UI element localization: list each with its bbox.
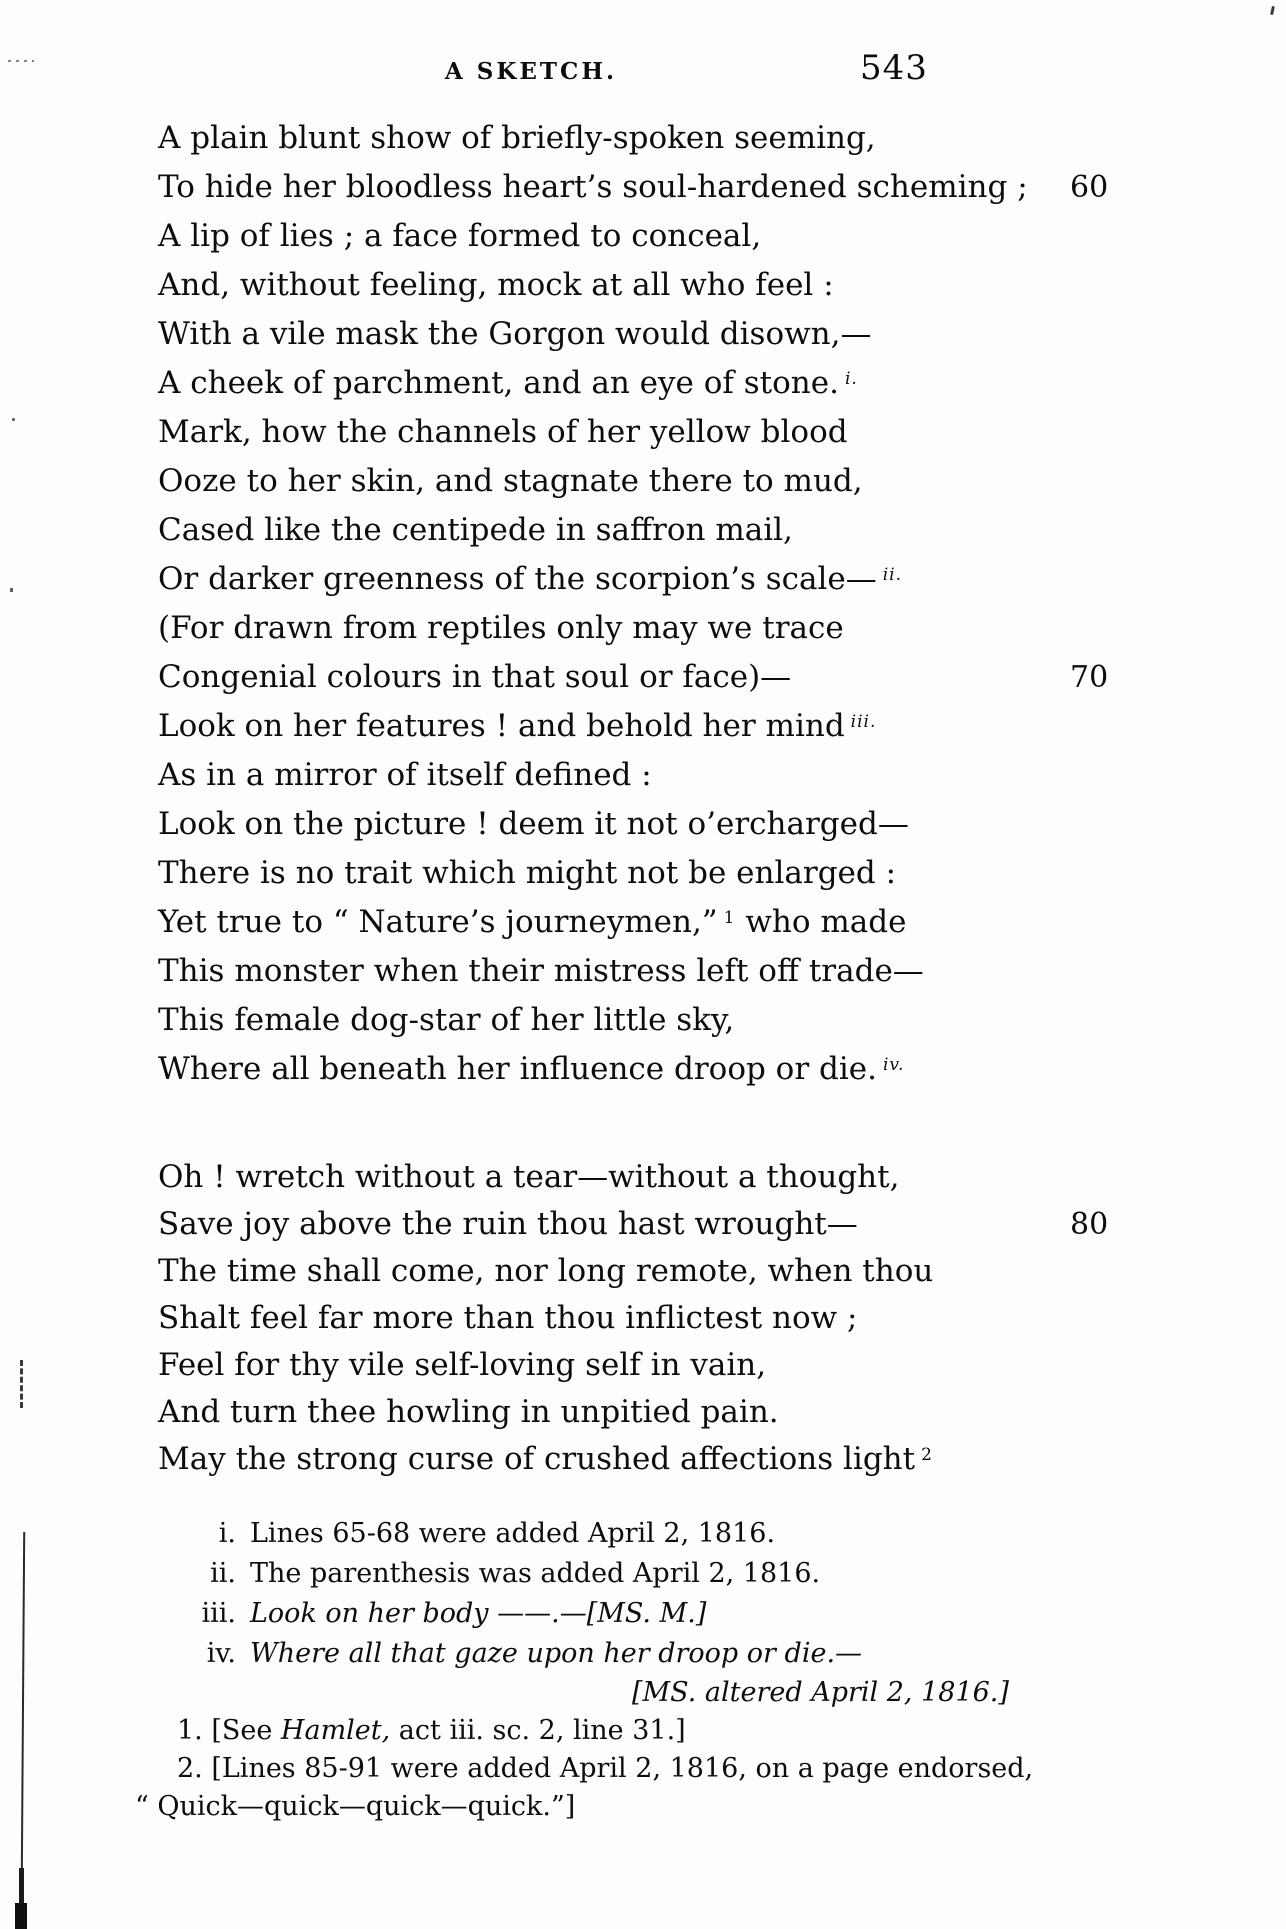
poem-line-text: May the strong curse of crushed affections light xyxy=(158,1441,916,1477)
footnote-reference: ii. xyxy=(882,565,903,585)
poem-line-number: 80 xyxy=(1070,1207,1109,1242)
poem-line xyxy=(158,947,1168,996)
variant-note xyxy=(150,1594,1160,1634)
poem-line-text: Look on the picture ! deem it not o’ercharged— xyxy=(158,806,909,842)
poem-line xyxy=(158,506,1168,555)
variant-note xyxy=(150,1554,1160,1594)
poem-line xyxy=(158,800,1168,849)
poem-line-text: Cased like the centipede in saffron mail, xyxy=(158,512,793,548)
stanza-1 xyxy=(158,114,1168,1094)
editor-note-italic: Hamlet, xyxy=(280,1715,391,1746)
poem-line xyxy=(158,1248,1168,1295)
poem-line-text: Feel for thy vile self-loving self in vain, xyxy=(158,1347,767,1383)
poem-line-text: A cheek of parchment, and an eye of stone. xyxy=(158,365,839,401)
poem xyxy=(158,114,1168,1483)
editor-note-text: act iii. sc. 2, line 31.] xyxy=(390,1715,686,1746)
variant-note xyxy=(150,1634,1160,1674)
poem-line xyxy=(158,702,1168,751)
editor-note-text: [See xyxy=(211,1715,281,1746)
variant-note-text: The parenthesis was added April 2, 1816. xyxy=(250,1558,821,1589)
variant-note-label: iv. xyxy=(206,1638,236,1669)
poem-line xyxy=(158,898,1168,947)
poem-line xyxy=(158,359,1168,408)
poem-line-text: And turn thee howling in unpitied pain. xyxy=(158,1394,779,1430)
poem-line xyxy=(158,1389,1168,1436)
poem-line-number: 70 xyxy=(1070,660,1109,695)
poem-line-text: Ooze to her skin, and stagnate there to mud, xyxy=(158,463,863,499)
scan-artifact-corner-mark xyxy=(1270,6,1275,15)
poem-line xyxy=(158,653,1168,702)
editor-notes xyxy=(135,1712,1175,1826)
poem-line-text: As in a mirror of itself defined : xyxy=(158,757,652,793)
footnote-reference: iv. xyxy=(882,1055,905,1075)
scan-artifact-speck xyxy=(12,418,15,421)
poem-line xyxy=(158,261,1168,310)
poem-line-text: A plain blunt show of briefly-spoken seeming, xyxy=(158,120,876,156)
page-number: 543 xyxy=(860,48,928,88)
poem-line xyxy=(158,604,1168,653)
poem-line-text: The time shall come, nor long remote, when thou xyxy=(158,1253,934,1289)
poem-line-text: There is no trait which might not be enlarged : xyxy=(158,855,897,891)
editor-note-label: 2. xyxy=(177,1753,212,1784)
poem-line-text: Oh ! wretch without a tear—without a thought, xyxy=(158,1159,900,1195)
poem-line xyxy=(158,310,1168,359)
stanza-2 xyxy=(158,1154,1168,1483)
poem-line-number: 60 xyxy=(1070,170,1109,205)
footnote-reference: i. xyxy=(844,369,858,389)
scan-artifact-speck xyxy=(10,588,13,592)
poem-line xyxy=(158,408,1168,457)
poem-line xyxy=(158,1045,1168,1094)
poem-line-text: who made xyxy=(735,904,907,940)
poem-line-text: Congenial colours in that soul or face)— xyxy=(158,659,792,695)
poem-line xyxy=(158,1342,1168,1389)
variant-note-continuation: [MS. altered April 2, 1816.] xyxy=(632,1677,1009,1708)
variant-note-text: Lines 65-68 were added April 2, 1816. xyxy=(250,1518,776,1549)
scan-artifact-dots xyxy=(8,60,34,62)
poem-line xyxy=(158,163,1168,212)
variant-note-label: i. xyxy=(218,1518,236,1549)
variant-note xyxy=(150,1514,1160,1554)
footnote-reference: 1 xyxy=(723,908,736,928)
variant-note-label: ii. xyxy=(210,1558,236,1589)
poem-line-text: (For drawn from reptiles only may we trace xyxy=(158,610,844,646)
poem-line-text: Yet true to “ Nature’s journeymen,” xyxy=(158,904,718,940)
poem-line xyxy=(158,457,1168,506)
page-title: A SKETCH. xyxy=(444,58,618,85)
poem-line-text: Look on her features ! and behold her mind xyxy=(158,708,845,744)
poem-line xyxy=(158,1436,1168,1483)
variant-notes xyxy=(150,1514,1160,1712)
poem-line-text: Mark, how the channels of her yellow blood xyxy=(158,414,848,450)
poem-line xyxy=(158,751,1168,800)
poem-line xyxy=(158,1154,1168,1201)
poem-line-text: And, without feeling, mock at all who feel : xyxy=(158,267,834,303)
footnote-reference: 2 xyxy=(921,1445,933,1465)
poem-line xyxy=(158,1295,1168,1342)
poem-line-text: With a vile mask the Gorgon would disown,— xyxy=(158,316,872,352)
poem-line-text: To hide her bloodless heart’s soul-hardened scheming ; xyxy=(158,169,1028,205)
poem-line-text: Where all beneath her influence droop or die. xyxy=(158,1051,877,1087)
poem-line xyxy=(158,1201,1168,1248)
poem-line-text: Shalt feel far more than thou inflictest now ; xyxy=(158,1300,858,1336)
scan-artifact-margin-dash xyxy=(20,1360,23,1408)
poem-line-text: This female dog-star of her little sky, xyxy=(158,1002,735,1038)
scan-artifact-gutter-line xyxy=(15,1903,27,1929)
variant-note-text: Where all that gaze upon her droop or die.— xyxy=(250,1638,863,1669)
variant-note-text: Look on her body ——.—[MS. M.] xyxy=(250,1598,707,1629)
poem-line-text: Save joy above the ruin thou hast wrought— xyxy=(158,1206,858,1242)
poem-line xyxy=(158,212,1168,261)
editor-note xyxy=(135,1750,1175,1788)
poem-line-text: A lip of lies ; a face formed to conceal, xyxy=(158,218,762,254)
poem-line-text: This monster when their mistress left off trade— xyxy=(158,953,924,989)
editor-note-label: 1. xyxy=(177,1715,212,1746)
footnote-reference: iii. xyxy=(850,712,877,732)
poem-line xyxy=(158,849,1168,898)
poem-line xyxy=(158,555,1168,604)
poem-line xyxy=(158,996,1168,1045)
editor-note-text: [Lines 85-91 were added April 2, 1816, on a page endorsed, xyxy=(211,1753,1034,1784)
scan-artifact-gutter-line xyxy=(21,1532,25,1877)
poem-line xyxy=(158,114,1168,163)
editor-note-continuation: “ Quick—quick—quick—quick.”] xyxy=(135,1791,576,1822)
poem-line-text: Or darker greenness of the scorpion’s scale— xyxy=(158,561,877,597)
editor-note xyxy=(135,1712,1175,1750)
variant-note-label: iii. xyxy=(201,1598,236,1629)
